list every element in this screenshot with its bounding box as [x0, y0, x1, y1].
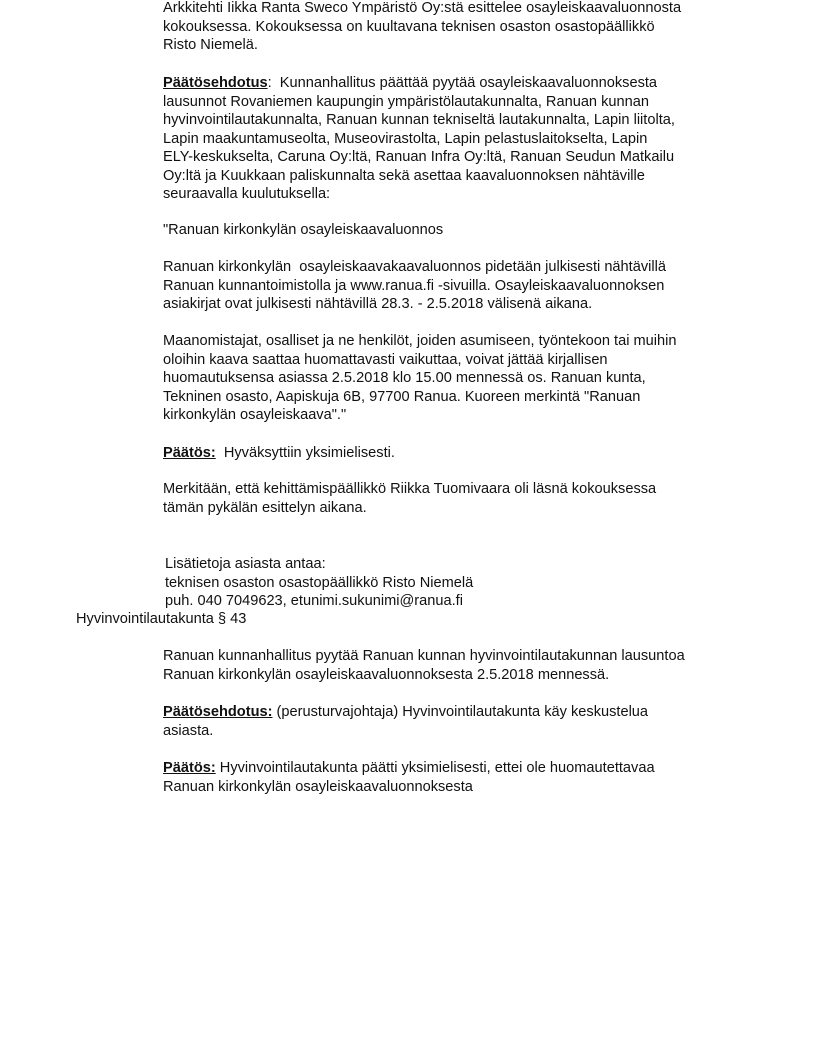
text-line: Oy:ltä ja Kuukkaan paliskunnalta sekä asettaa kaavaluonnoksen nähtäville: [163, 167, 645, 184]
decision2-paragraph: [163, 759, 655, 796]
text-line: seuraavalla kuulutuksella:: [163, 186, 331, 202]
text-line: Ranuan kirkonkylän osayleiskaavakaavaluonnos pidetään julkisesti nähtävillä: [163, 259, 666, 275]
text-line: Hyvinvointilautakunta päätti yksimielisesti, ettei ole huomautettavaa: [215, 760, 655, 776]
text-line: lausunnot Rovaniemen kaupungin ympäristölautakunnalta, Ranuan kunnan: [163, 93, 649, 110]
proposal-paragraph: [163, 74, 675, 204]
separator: :: [267, 75, 280, 91]
request-paragraph: [163, 647, 685, 684]
text-line: kokouksessa. Kokouksessa on kuultavana teknisen osaston osastopäällikkö: [163, 18, 655, 35]
notice-remarks: [163, 332, 677, 425]
proposal-label: Päätösehdotus: [163, 75, 268, 91]
text-line: Merkitään, että kehittämispäällikkö Riikka Tuomivaara oli läsnä kokouksessa: [163, 481, 657, 497]
intro-paragraph: [163, 0, 681, 55]
text-line: Tekninen osasto, Aapiskuja 6B, 97700 Ranua. Kuoreen merkintä "Ranuan: [163, 388, 641, 405]
text-line: Lapin maakuntamuseolta, Museovirastolta, Lapin pelastuslaitokselta, Lapin: [163, 130, 648, 147]
text-line: asiakirjat ovat julkisesti nähtävillä 28.3. - 2.5.2018 välisenä aikana.: [163, 296, 593, 312]
decision-paragraph: [163, 444, 395, 463]
proposal2-paragraph: [163, 703, 648, 740]
proposal2-label: Päätösehdotus:: [163, 704, 273, 720]
notice-title: "Ranuan kirkonkylän osayleiskaavaluonnos: [163, 222, 444, 238]
text-line: (perusturvajohtaja) Hyvinvointilautakunta käy keskustelua: [272, 704, 649, 720]
decision-text: Hyväksyttiin yksimielisesti.: [215, 445, 395, 461]
text-line: Ranuan kirkonkylän osayleiskaavaluonnoksesta: [163, 778, 473, 795]
text-line: teknisen osaston osastopäällikkö Risto Niemelä: [165, 574, 474, 591]
contact-info: [165, 555, 473, 611]
text-line: huomautuksensa asiassa 2.5.2018 klo 15.00 mennessä os. Ranuan kunta,: [163, 370, 646, 386]
decision2-label: Päätös:: [163, 760, 216, 776]
note-paragraph: [163, 480, 656, 517]
section-heading: Hyvinvointilautakunta § 43: [76, 611, 247, 627]
notice-body: [163, 258, 666, 314]
text-line: Ranuan kirkonkylän osayleiskaavaluonnoksesta 2.5.2018 mennessä.: [163, 666, 610, 683]
text-line: Risto Niemelä.: [163, 37, 258, 53]
text-line: Lisätietoja asiasta antaa:: [165, 556, 326, 572]
text-line: asiasta.: [163, 722, 214, 739]
text-line: hyvinvointilautakunnalta, Ranuan kunnan tekniseltä lautakunnalta, Lapin liitolta,: [163, 112, 675, 128]
text-line: tämän pykälän esittelyn aikana.: [163, 499, 367, 516]
text-line: ELY-keskukselta, Caruna Oy:ltä, Ranuan Infra Oy:ltä, Ranuan Seudun Matkailu: [163, 149, 675, 165]
text-line: Maanomistajat, osalliset ja ne henkilöt, joiden asumiseen, työntekoon tai muihin: [163, 333, 677, 349]
text-line: Ranuan kunnanhallitus pyytää Ranuan kunnan hyvinvointilautakunnan lausuntoa: [163, 648, 685, 664]
text-line: Kunnanhallitus päättää pyytää osayleiskaavaluonnoksesta: [279, 75, 658, 91]
text-line: puh. 040 7049623, etunimi.sukunimi@ranua.fi: [165, 593, 463, 609]
text-line: Ranuan kunnantoimistolla ja www.ranua.fi -sivuilla. Osayleiskaavaluonnoksen: [163, 277, 665, 294]
decision-label: Päätös:: [163, 445, 216, 461]
text-line: Arkkitehti Iikka Ranta Sweco Ympäristö Oy:stä esittelee osayleiskaavaluonnosta: [163, 0, 682, 16]
text-line: oloihin kaava saattaa huomattavasti vaikuttaa, voivat jättää kirjallisen: [163, 351, 608, 368]
text-line: kirkonkylän osayleiskaava".": [163, 407, 347, 423]
